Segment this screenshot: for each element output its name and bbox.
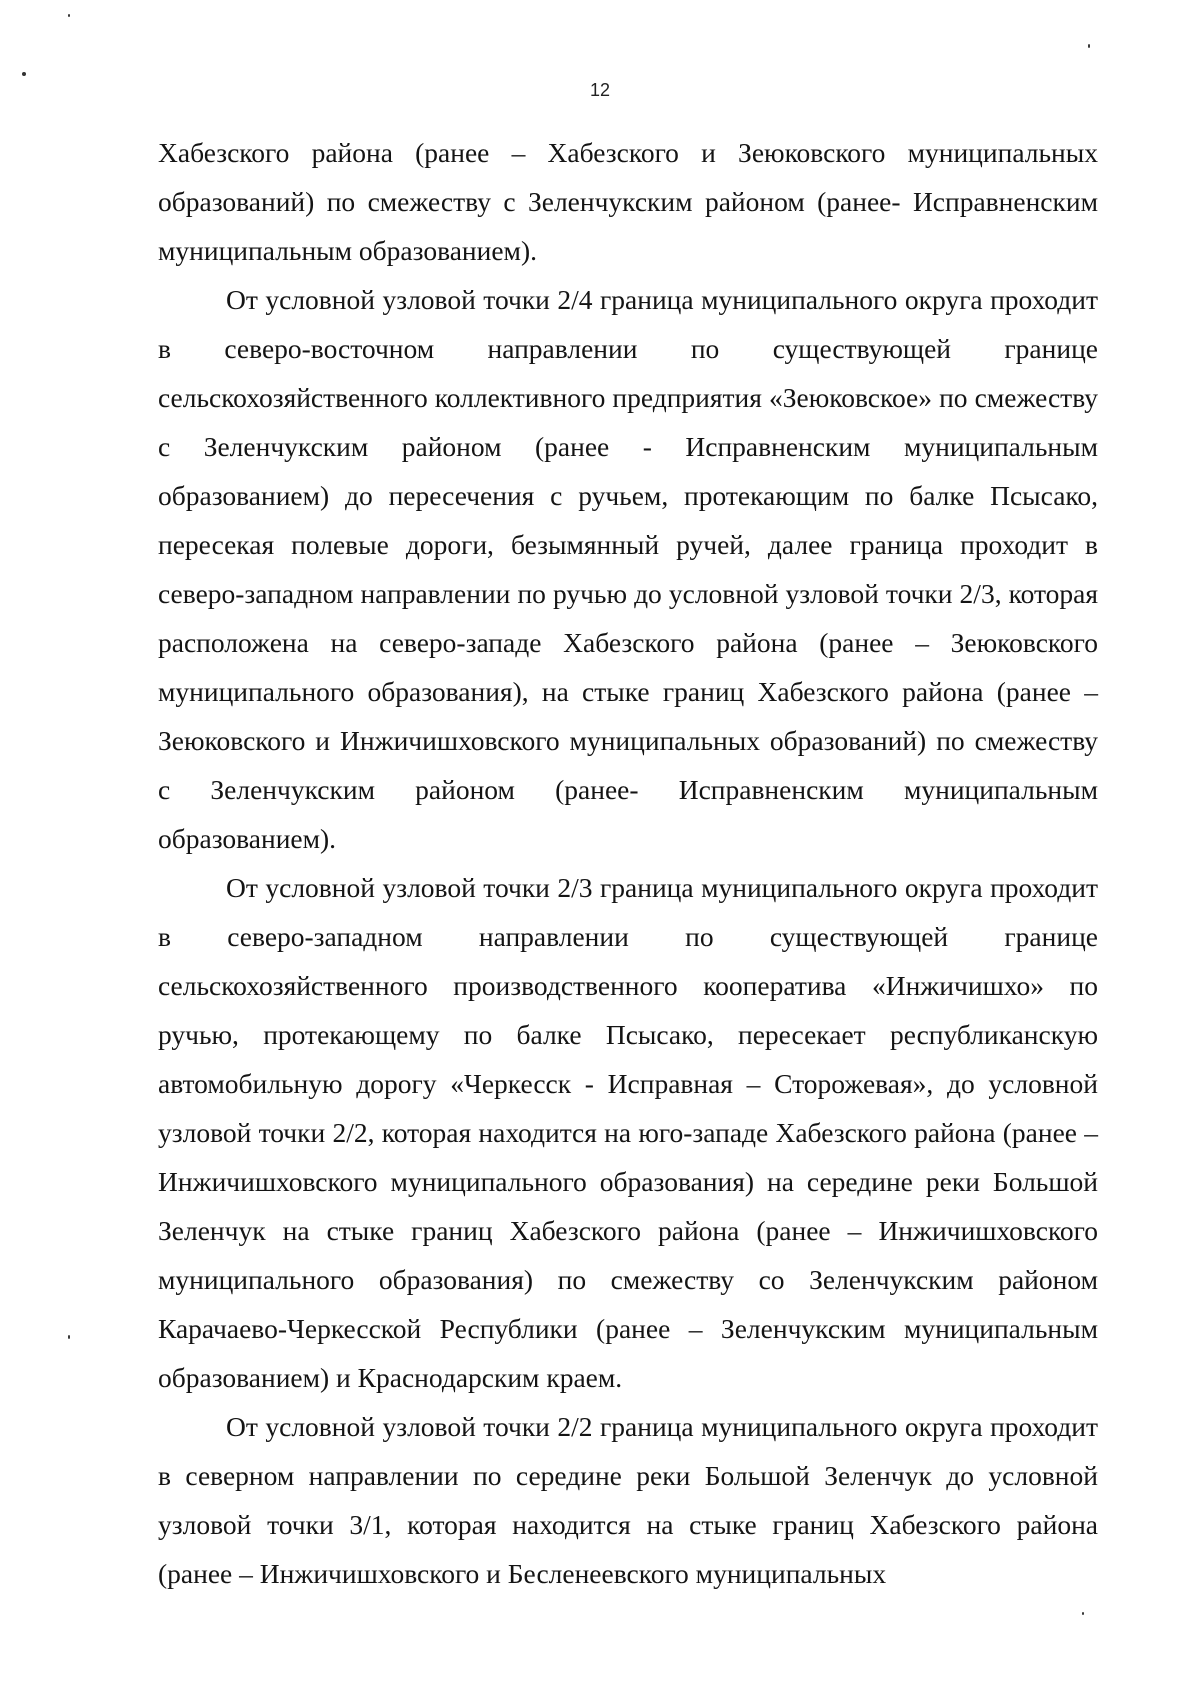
paragraph-3: От условной узловой точки 2/3 граница муниципального округа проходит в северо-западном направлении по существующей границе сельскохозяйственного производственного кооператива «Инжичишхо» по ручью, протекающему по балке Псысако, пересекает республиканскую автомобильную дорогу «Черкесск - Исправная – Сторожевая», до условной узловой точки 2/2, которая находится на юго-западе Хабезского района (ранее –Инжичишховского муниципального образования) на середине реки Большой Зеленчук на стыке границ Хабезского района (ранее – Инжичишховского муниципального образования) по смежеству со Зеленчукским районом Карачаево-Черкесской Республики (ранее – Зеленчукским муниципальным образованием) и Краснодарским краем. [158,872,1098,1393]
scan-speck [68,1335,70,1339]
scan-speck [1082,1612,1084,1615]
document-body [158,128,1098,1598]
paragraph-2: От условной узловой точки 2/4 граница муниципального округа проходит в северо-восточном направлении по существующей границе сельскохозяйственного коллективного предприятия «Зеюковское» по смежеству с Зеленчукским районом (ранее - Исправненским муниципальным образованием) до пересечения с ручьем, протекающим по балке Псысако, пересекая полевые дороги, безымянный ручей, далее граница проходит в северо-западном направлении по ручью до условной узловой точки 2/3, которая расположена на северо-западе Хабезского района (ранее – Зеюковского муниципального образования), на стыке границ Хабезского района (ранее – Зеюковского и Инжичишховского муниципальных образований) по смежеству с Зеленчукским районом (ранее- Исправненским муниципальным образованием). [158,284,1098,854]
scan-speck [68,14,70,17]
scan-speck [22,72,26,76]
paragraph-1: Хабезского района (ранее – Хабезского и Зеюковского муниципальных образований) по смежеству с Зеленчукским районом (ранее- Исправненским муниципальным образованием). [158,137,1098,266]
scan-speck [1088,44,1090,48]
paragraph-4: От условной узловой точки 2/2 граница муниципального округа проходит в северном направлении по середине реки Большой Зеленчук до условной узловой точки 3/1, которая находится на стыке границ Хабезского района (ранее – Инжичишховского и Бесленеевского муниципальных [158,1411,1098,1589]
page-number: 12 [589,80,611,100]
